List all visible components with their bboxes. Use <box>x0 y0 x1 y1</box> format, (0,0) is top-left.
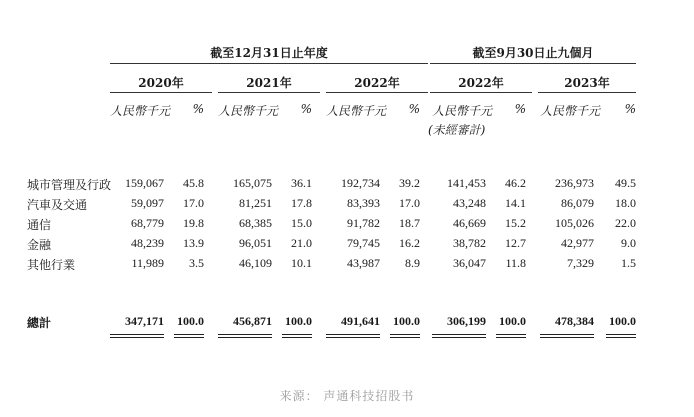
total-percent-cell: 100.0 <box>609 314 636 328</box>
total-amount-cell: 491,641 <box>341 314 380 328</box>
amount-cell: 48,239 <box>131 236 164 250</box>
percent-cell: 39.2 <box>399 176 420 190</box>
percent-cell: 19.8 <box>183 216 204 230</box>
group-header-annual: 截至12月31日止年度 <box>210 46 328 60</box>
amount-cell: 165,075 <box>233 176 272 190</box>
total-amount-cell: 456,871 <box>233 314 272 328</box>
percent-cell: 45.8 <box>183 176 204 190</box>
total-double-rule <box>174 334 204 338</box>
amount-cell: 96,051 <box>239 236 272 250</box>
total-amount-cell: 306,199 <box>447 314 486 328</box>
amount-cell: 192,734 <box>341 176 380 190</box>
total-percent-cell: 100.0 <box>285 314 312 328</box>
amount-cell: 83,393 <box>347 196 380 210</box>
source-caption: 来源： 声通科技招股书 <box>279 389 415 403</box>
year-header-2022: 2022年 <box>354 76 400 90</box>
total-double-rule <box>540 334 594 338</box>
pct-header: % <box>624 102 636 116</box>
amount-cell: 11,989 <box>131 256 164 270</box>
total-amount-cell: 478,384 <box>555 314 594 328</box>
amount-cell: 38,782 <box>453 236 486 250</box>
percent-cell: 10.1 <box>291 256 312 270</box>
percent-cell: 3.5 <box>189 256 204 270</box>
total-double-rule <box>282 334 312 338</box>
percent-cell: 17.8 <box>291 196 312 210</box>
year-rule-2021 <box>218 92 320 93</box>
row-label: 通信 <box>27 218 52 232</box>
unit-header: 人民幣千元 <box>110 104 171 118</box>
pct-header: % <box>300 102 312 116</box>
percent-cell: 8.9 <box>405 256 420 270</box>
percent-cell: 18.0 <box>615 196 636 210</box>
percent-cell: 22.0 <box>615 216 636 230</box>
amount-cell: 43,248 <box>453 196 486 210</box>
percent-cell: 12.7 <box>505 236 526 250</box>
total-amount-cell: 347,171 <box>125 314 164 328</box>
total-double-rule <box>606 334 636 338</box>
total-percent-cell: 100.0 <box>177 314 204 328</box>
amount-cell: 68,385 <box>239 216 272 230</box>
unaudited-note: (未經審計) <box>428 123 486 137</box>
amount-cell: 46,109 <box>239 256 272 270</box>
amount-cell: 7,329 <box>567 256 594 270</box>
row-label: 城市管理及行政 <box>27 178 112 192</box>
total-double-rule <box>390 334 420 338</box>
year-rule-2023-9m <box>538 92 636 93</box>
percent-cell: 21.0 <box>291 236 312 250</box>
percent-cell: 15.0 <box>291 216 312 230</box>
amount-cell: 91,782 <box>347 216 380 230</box>
amount-cell: 81,251 <box>239 196 272 210</box>
percent-cell: 18.7 <box>399 216 420 230</box>
percent-cell: 14.1 <box>505 196 526 210</box>
total-percent-cell: 100.0 <box>499 314 526 328</box>
year-header-2022-9m: 2022年 <box>458 76 504 90</box>
amount-cell: 43,987 <box>347 256 380 270</box>
unit-header: 人民幣千元 <box>326 104 387 118</box>
percent-cell: 17.0 <box>399 196 420 210</box>
total-double-rule <box>432 334 486 338</box>
total-double-rule <box>496 334 526 338</box>
percent-cell: 1.5 <box>621 256 636 270</box>
percent-cell: 11.8 <box>505 256 526 270</box>
percent-cell: 15.2 <box>505 216 526 230</box>
amount-cell: 236,973 <box>555 176 594 190</box>
amount-cell: 105,026 <box>555 216 594 230</box>
total-label: 總計 <box>27 316 52 330</box>
group-rule-nine-months <box>430 63 636 64</box>
total-double-rule <box>326 334 380 338</box>
pct-header: % <box>514 102 526 116</box>
group-rule-annual <box>110 63 428 64</box>
total-double-rule <box>218 334 272 338</box>
amount-cell: 79,745 <box>347 236 380 250</box>
percent-cell: 16.2 <box>399 236 420 250</box>
year-header-2023-9m: 2023年 <box>564 76 610 90</box>
group-header-nine-months: 截至9月30日止九個月 <box>472 46 594 60</box>
unit-header: 人民幣千元 <box>218 104 279 118</box>
pct-header: % <box>408 102 420 116</box>
percent-cell: 13.9 <box>183 236 204 250</box>
total-percent-cell: 100.0 <box>393 314 420 328</box>
total-double-rule <box>110 334 164 338</box>
row-label: 汽車及交通 <box>27 198 88 212</box>
year-rule-2022 <box>326 92 428 93</box>
pct-header: % <box>192 102 204 116</box>
percent-cell: 36.1 <box>291 176 312 190</box>
percent-cell: 17.0 <box>183 196 204 210</box>
year-header-2020: 2020年 <box>138 76 184 90</box>
unit-header: 人民幣千元 <box>540 104 601 118</box>
percent-cell: 9.0 <box>621 236 636 250</box>
amount-cell: 46,669 <box>453 216 486 230</box>
amount-cell: 59,097 <box>131 196 164 210</box>
amount-cell: 141,453 <box>447 176 486 190</box>
amount-cell: 68,779 <box>131 216 164 230</box>
year-rule-2020 <box>110 92 212 93</box>
amount-cell: 42,977 <box>561 236 594 250</box>
amount-cell: 36,047 <box>453 256 486 270</box>
year-rule-2022-9m <box>430 92 532 93</box>
unit-header: 人民幣千元 <box>432 104 493 118</box>
percent-cell: 46.2 <box>505 176 526 190</box>
amount-cell: 86,079 <box>561 196 594 210</box>
year-header-2021: 2021年 <box>246 76 292 90</box>
row-label: 金融 <box>27 238 52 252</box>
percent-cell: 49.5 <box>615 176 636 190</box>
row-label: 其他行業 <box>27 258 76 272</box>
amount-cell: 159,067 <box>125 176 164 190</box>
